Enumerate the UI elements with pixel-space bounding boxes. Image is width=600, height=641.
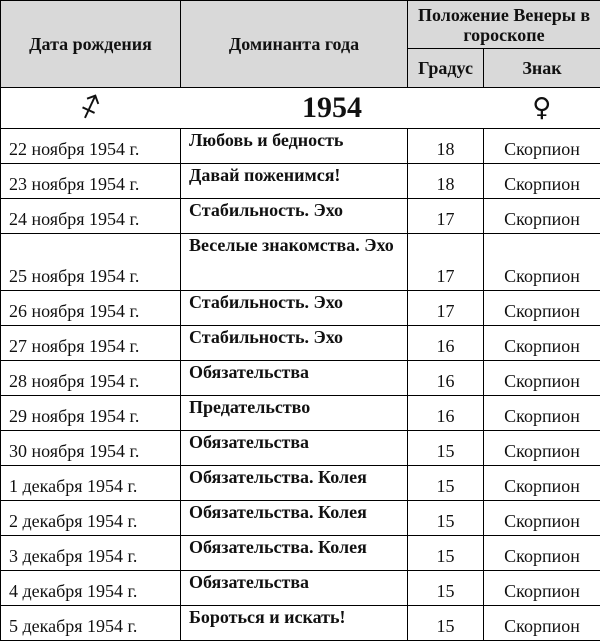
birth-date-cell: 27 ноября 1954 г.: [1, 326, 181, 361]
birth-date-cell: 22 ноября 1954 г.: [1, 129, 181, 164]
sign-cell: Скорпион: [484, 164, 600, 199]
birth-date-cell: 24 ноября 1954 г.: [1, 199, 181, 234]
table-row: [1, 291, 600, 326]
birth-date-cell: 3 декабря 1954 г.: [1, 536, 181, 571]
sign-cell: Скорпион: [484, 536, 600, 571]
table-row: [1, 164, 600, 199]
sign-cell: Скорпион: [484, 361, 600, 396]
degree-cell: 15: [408, 466, 484, 501]
dominant-cell: Стабильность. Эхо: [181, 291, 408, 326]
sign-cell: Скорпион: [484, 291, 600, 326]
sign-cell: Скорпион: [484, 431, 600, 466]
dominant-cell: Давай поженимся!: [181, 164, 408, 199]
table-row: [1, 234, 600, 291]
table-row: [1, 326, 600, 361]
degree-cell: 15: [408, 431, 484, 466]
header-birth-date: Дата рождения: [1, 1, 181, 88]
sagittarius-icon: ♐: [75, 92, 106, 124]
degree-cell: 16: [408, 396, 484, 431]
table-row: [1, 396, 600, 431]
dominant-cell: Веселые знакомства. Эхо: [181, 234, 408, 291]
table-row: [1, 606, 600, 641]
birth-date-cell: 5 декабря 1954 г.: [1, 606, 181, 641]
birth-date-cell: 23 ноября 1954 г.: [1, 164, 181, 199]
header-venus-position: Положение Венеры в гороскопе: [408, 1, 600, 49]
header-dominant: Доминанта года: [181, 1, 408, 88]
degree-cell: 16: [408, 361, 484, 396]
year-label: 1954: [302, 91, 362, 124]
sign-cell: Скорпион: [484, 234, 600, 291]
degree-cell: 15: [408, 606, 484, 641]
table-row: [1, 571, 600, 606]
venus-icon: ♀: [532, 95, 551, 121]
dominant-cell: Стабильность. Эхо: [181, 199, 408, 234]
birth-date-cell: 30 ноября 1954 г.: [1, 431, 181, 466]
degree-cell: 18: [408, 164, 484, 199]
dominant-cell: Обязательства: [181, 571, 408, 606]
sign-cell: Скорпион: [484, 571, 600, 606]
sign-cell: Скорпион: [484, 326, 600, 361]
birth-date-cell: 2 декабря 1954 г.: [1, 501, 181, 536]
dominant-cell: Обязательства. Колея: [181, 536, 408, 571]
header-degree: Градус: [408, 49, 484, 88]
dominant-cell: Обязательства: [181, 431, 408, 466]
dominant-cell: Любовь и бедность: [181, 129, 408, 164]
birth-date-cell: 29 ноября 1954 г.: [1, 396, 181, 431]
degree-cell: 15: [408, 536, 484, 571]
degree-cell: 18: [408, 129, 484, 164]
table-row: [1, 199, 600, 234]
table-row: [1, 536, 600, 571]
dominant-cell: Бороться и искать!: [181, 606, 408, 641]
year-row: [1, 88, 600, 129]
birth-date-cell: 26 ноября 1954 г.: [1, 291, 181, 326]
birth-date-cell: 28 ноября 1954 г.: [1, 361, 181, 396]
header-sign: Знак: [484, 49, 600, 88]
degree-cell: 16: [408, 326, 484, 361]
sign-cell: Скорпион: [484, 396, 600, 431]
dominant-cell: Обязательства: [181, 361, 408, 396]
birth-date-cell: 1 декабря 1954 г.: [1, 466, 181, 501]
table-row: [1, 129, 600, 164]
birth-date-cell: 4 декабря 1954 г.: [1, 571, 181, 606]
degree-cell: 15: [408, 501, 484, 536]
sign-cell: Скорпион: [484, 501, 600, 536]
header-row: [1, 1, 600, 49]
birth-date-cell: 25 ноября 1954 г.: [1, 234, 181, 291]
dominant-cell: Обязательства. Колея: [181, 466, 408, 501]
sign-cell: Скорпион: [484, 606, 600, 641]
dominant-cell: Предательство: [181, 396, 408, 431]
table-row: [1, 466, 600, 501]
dominant-cell: Стабильность. Эхо: [181, 326, 408, 361]
sign-cell: Скорпион: [484, 466, 600, 501]
dominant-cell: Обязательства. Колея: [181, 501, 408, 536]
table-row: [1, 361, 600, 396]
table-row: [1, 431, 600, 466]
degree-cell: 17: [408, 234, 484, 291]
sign-cell: Скорпион: [484, 199, 600, 234]
degree-cell: 17: [408, 291, 484, 326]
degree-cell: 17: [408, 199, 484, 234]
table-row: [1, 501, 600, 536]
degree-cell: 15: [408, 571, 484, 606]
sign-cell: Скорпион: [484, 129, 600, 164]
